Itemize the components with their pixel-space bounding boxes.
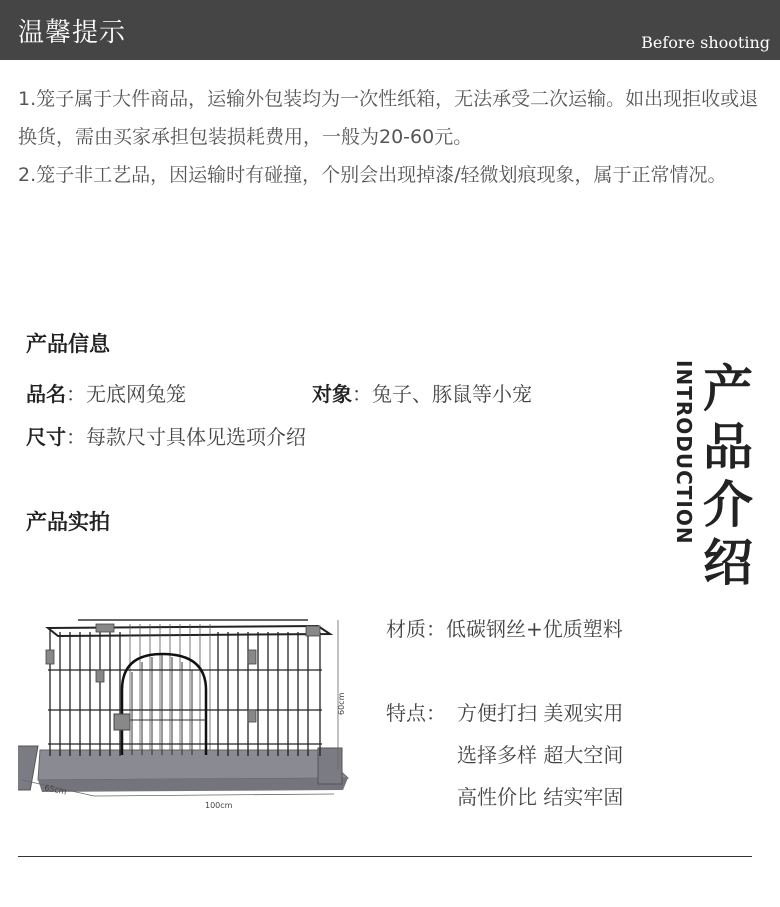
product-size-label: 尺寸 [26,425,66,449]
product-photo-title: 产品实拍 [26,510,110,534]
header-title: 温馨提示 [18,18,127,48]
feature-line: 选择多样 超大空间 [457,743,624,767]
product-name-value: ：无底网兔笼 [66,382,186,406]
product-size-row [26,421,306,450]
divider [18,856,752,857]
header-bar [0,0,780,60]
product-name-label: 品名 [26,382,66,406]
notice-item: 2.笼子非工艺品，因运输时有碰撞，个别会出现掉漆/轻微划痕现象，属于正常情况。 [18,164,727,186]
header-subtitle: Before shooting [641,33,770,52]
product-target-row [312,378,532,407]
dim-depth-label: 65cm [43,783,68,797]
dim-height-label: 60cm [337,692,346,715]
feature-line: 方便打扫 美观实用 [457,701,624,725]
cage-photo [18,610,363,815]
product-target-value: ：兔子、豚鼠等小宠 [352,382,532,406]
features-label: 特点： [386,701,446,725]
product-target-label: 对象 [312,382,352,406]
feature-line: 高性价比 结实牢固 [457,785,624,809]
material-text: 材质：低碳钢丝+优质塑料 [386,617,623,641]
intro-english: INTRODUCTION [672,360,696,545]
product-info-title: 产品信息 [26,332,110,356]
dim-width-label: 100cm [205,801,233,810]
product-size-value: ：每款尺寸具体见选项介绍 [66,425,306,449]
product-name-row [26,378,186,407]
notice-item: 1.笼子属于大件商品，运输外包装均为一次性纸箱，无法承受二次运输。如出现拒收或退换货，需由买家承担包装损耗费用，一般为20-60元。 [18,88,759,148]
intro-chinese: 产品介绍 [703,360,753,592]
